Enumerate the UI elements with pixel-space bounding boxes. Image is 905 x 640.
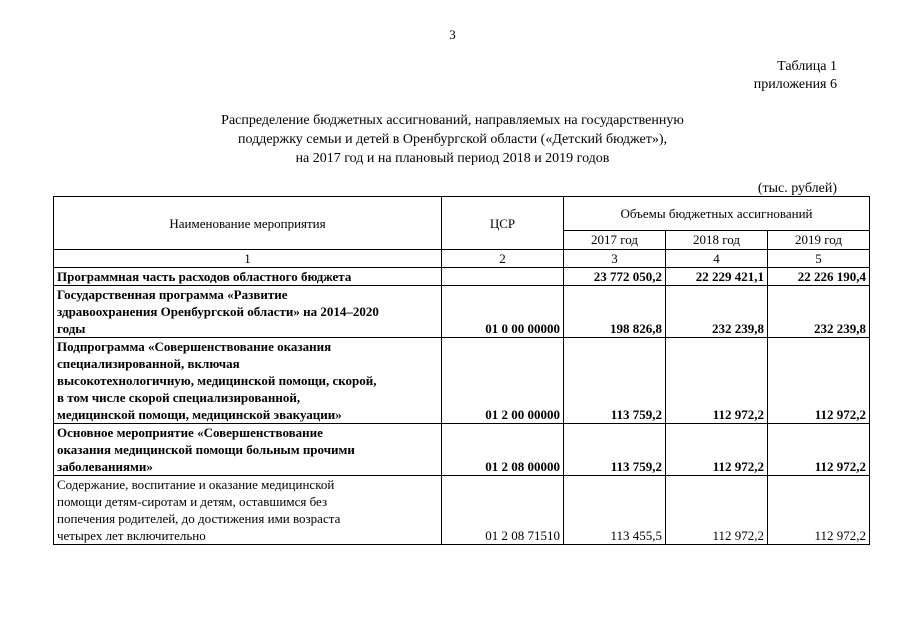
table-ref-line2: приложения 6 <box>753 77 837 92</box>
table-row <box>54 424 870 476</box>
document-title <box>0 111 905 168</box>
value-2018: 112 972,2 <box>666 338 768 424</box>
csr-code: 01 2 08 71510 <box>442 476 564 545</box>
header-name: Наименование мероприятия <box>54 197 442 250</box>
measure-name <box>54 476 442 545</box>
value-2017: 23 772 050,2 <box>564 268 666 286</box>
csr-code: 01 2 00 00000 <box>442 338 564 424</box>
measure-name <box>54 424 442 476</box>
table-row <box>54 476 870 545</box>
table-body <box>54 268 870 545</box>
page-number: 3 <box>449 27 456 42</box>
measure-name-line: заболеваниями» <box>57 459 153 474</box>
measure-name-line: Программная часть расходов областного бюджета <box>57 269 352 284</box>
value-2019: 22 226 190,4 <box>768 268 870 286</box>
measure-name-line: четырех лет включительно <box>57 528 206 543</box>
value-2017: 113 759,2 <box>564 424 666 476</box>
measure-name-line: Государственная программа «Развитие <box>57 287 288 302</box>
header-year-2019: 2019 год <box>768 230 870 249</box>
value-2019: 112 972,2 <box>768 338 870 424</box>
col-number: 3 <box>564 250 666 268</box>
measure-name-line: специализированной, включая <box>57 356 240 371</box>
value-2017: 198 826,8 <box>564 286 666 338</box>
measure-name-line: Подпрограмма «Совершенствование оказания <box>57 339 332 354</box>
col-number: 1 <box>54 250 442 268</box>
value-2017: 113 759,2 <box>564 338 666 424</box>
col-number: 4 <box>666 250 768 268</box>
measure-name-line: Основное мероприятие «Совершенствование <box>57 425 323 440</box>
measure-name <box>54 268 442 286</box>
header-csr: ЦСР <box>442 197 564 250</box>
measure-name-line: здравоохранения Оренбургской области» на 2014–2020 <box>57 304 379 319</box>
value-2018: 112 972,2 <box>666 424 768 476</box>
value-2018: 232 239,8 <box>666 286 768 338</box>
csr-code <box>442 268 564 286</box>
value-2018: 22 229 421,1 <box>666 268 768 286</box>
value-2018: 112 972,2 <box>666 476 768 545</box>
measure-name-line: Содержание, воспитание и оказание медицинской <box>57 477 335 492</box>
measure-name <box>54 286 442 338</box>
value-2019: 232 239,8 <box>768 286 870 338</box>
measure-name-line: годы <box>57 321 86 336</box>
measure-name-line: в том числе скорой специализированной, <box>57 390 301 405</box>
units-label: (тыс. рублей) <box>757 181 837 196</box>
value-2019: 112 972,2 <box>768 424 870 476</box>
value-2019: 112 972,2 <box>768 476 870 545</box>
value-2017: 113 455,5 <box>564 476 666 545</box>
table-ref-line1: Таблица 1 <box>777 59 837 74</box>
measure-name-line: попечения родителей, до достижения ими возраста <box>57 511 341 526</box>
header-year-2018: 2018 год <box>666 230 768 249</box>
col-number: 2 <box>442 250 564 268</box>
table-row <box>54 338 870 424</box>
csr-code: 01 0 00 00000 <box>442 286 564 338</box>
table-row <box>54 268 870 286</box>
header-volumes: Объемы бюджетных ассигнований <box>564 197 870 231</box>
table-row <box>54 286 870 338</box>
measure-name-line: оказания медицинской помощи больным прочими <box>57 442 355 457</box>
table-reference <box>754 58 837 94</box>
col-number: 5 <box>768 250 870 268</box>
measure-name <box>54 338 442 424</box>
column-number-row <box>54 250 870 268</box>
title-line2: поддержку семьи и детей в Оренбургской области («Детский бюджет»), <box>237 132 668 147</box>
csr-code: 01 2 08 00000 <box>442 424 564 476</box>
budget-table <box>53 196 870 545</box>
measure-name-line: высокотехнологичную, медицинской помощи, скорой, <box>57 373 377 388</box>
header-year-2017: 2017 год <box>564 230 666 249</box>
measure-name-line: медицинской помощи, медицинской эвакуации» <box>57 407 342 422</box>
title-line1: Распределение бюджетных ассигнований, направляемых на государственную <box>221 113 684 128</box>
measure-name-line: помощи детям-сиротам и детям, оставшимся без <box>57 494 328 509</box>
title-line3: на 2017 год и на плановый период 2018 и 2019 годов <box>295 151 610 166</box>
